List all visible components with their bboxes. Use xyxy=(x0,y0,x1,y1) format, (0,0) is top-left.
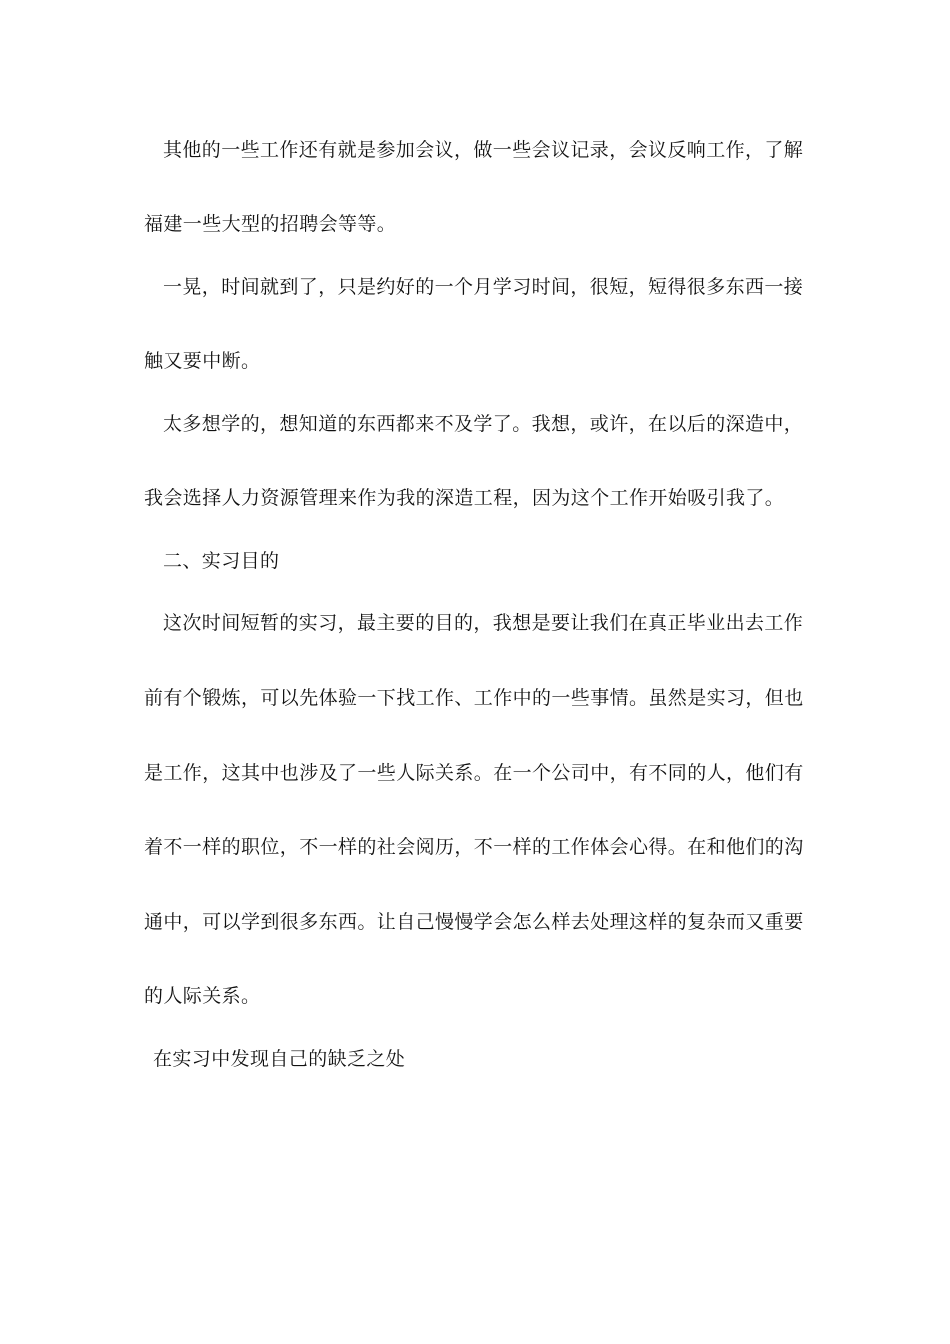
paragraph-4-line-1: 这次时间短暂的实习，最主要的目的，我想是要让我们在真正毕业出去工作 xyxy=(163,612,804,634)
paragraph-4-line-2: 前有个锻炼，可以先体验一下找工作、工作中的一些事情。虽然是实习，但也 xyxy=(144,687,804,709)
paragraph-1-line-2: 福建一些大型的招聘会等等。 xyxy=(144,213,397,235)
paragraph-4-line-4: 着不一样的职位，不一样的社会阅历，不一样的工作体会心得。在和他们的沟 xyxy=(144,836,804,858)
paragraph-3-line-1: 太多想学的，想知道的东西都来不及学了。我想，或许，在以后的深造中， xyxy=(163,413,804,435)
paragraph-4-line-5: 通中，可以学到很多东西。让自己慢慢学会怎么样去处理这样的复杂而又重要 xyxy=(144,911,804,933)
paragraph-2-line-2: 触又要中断。 xyxy=(144,350,261,372)
section-heading: 二、实习目的 xyxy=(163,550,280,572)
paragraph-4-line-3: 是工作，这其中也涉及了一些人际关系。在一个公司中，有不同的人，他们有 xyxy=(144,762,804,784)
paragraph-3-line-2: 我会选择人力资源管理来作为我的深造工程，因为这个工作开始吸引我了。 xyxy=(144,487,785,509)
paragraph-2-line-1: 一晃，时间就到了，只是约好的一个月学习时间，很短，短得很多东西一接 xyxy=(163,276,804,298)
subsection-heading: 在实习中发现自己的缺乏之处 xyxy=(153,1048,406,1070)
paragraph-1-line-1: 其他的一些工作还有就是参加会议，做一些会议记录，会议反响工作，了解 xyxy=(163,139,804,161)
paragraph-4-line-6: 的人际关系。 xyxy=(144,985,261,1007)
